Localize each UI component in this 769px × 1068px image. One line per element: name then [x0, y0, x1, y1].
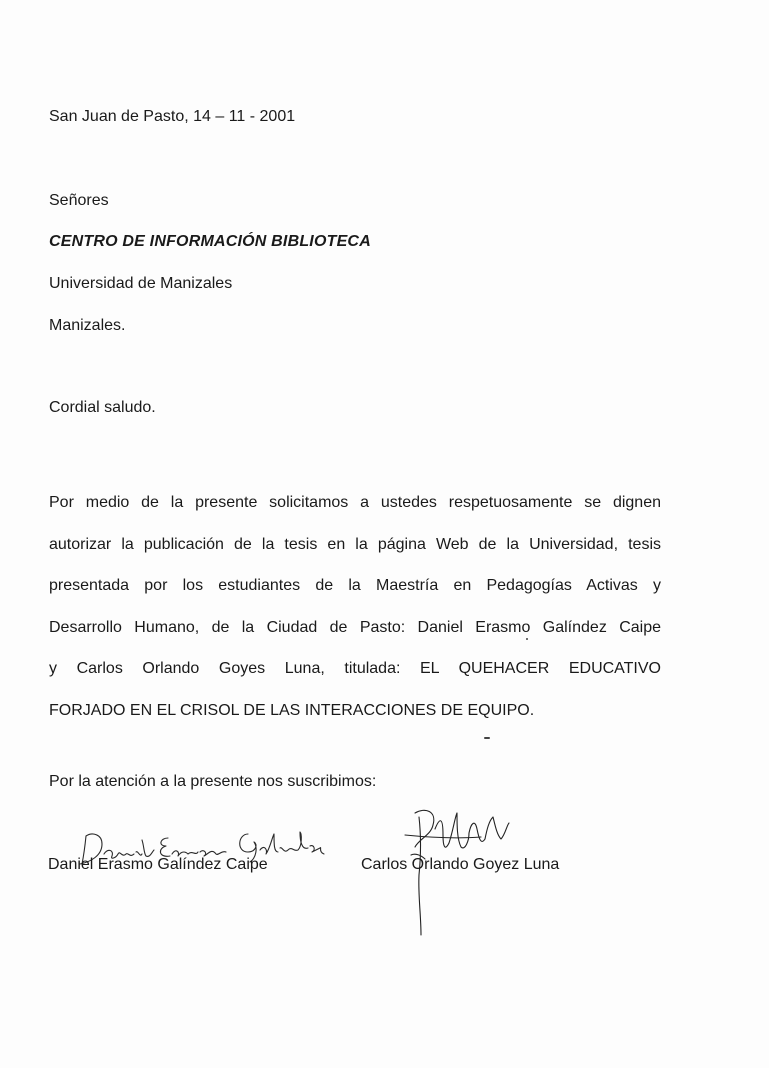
salutation: Cordial saludo. — [49, 399, 156, 416]
scan-speck — [526, 638, 528, 640]
recipient-organization: CENTRO DE INFORMACIÓN BIBLIOTECA — [49, 233, 371, 250]
greeting-to: Señores — [49, 192, 109, 209]
scan-speck — [484, 737, 490, 739]
signatory-name-carlos: Carlos Orlando Goyez Luna — [361, 856, 560, 873]
recipient-city: Manizales. — [49, 317, 126, 334]
body-line: Desarrollo Humano, de la Ciudad de Pasto: Daniel Erasmo Galíndez Caipe — [49, 618, 661, 636]
body-line: presentada por los estudiantes de la Maestría en Pedagogías Activas y — [49, 577, 661, 594]
closing-line: Por la atención a la presente nos suscribimos: — [49, 773, 377, 790]
body-line: Por medio de la presente solicitamos a ustedes respetuosamente se dignen — [49, 494, 661, 511]
recipient-university: Universidad de Manizales — [49, 275, 233, 292]
signatory-name-daniel: Daniel Erasmo Galíndez Caipe — [48, 856, 268, 873]
body-line: autorizar la publicación de la tesis en la página Web de la Universidad, tesis — [49, 535, 661, 553]
body-line: y Carlos Orlando Goyes Luna, titulada: EL QUEHACER EDUCATIVO — [49, 660, 661, 677]
body-paragraph — [49, 482, 661, 731]
body-line: FORJADO EN EL CRISOL DE LAS INTERACCIONES DE EQUIPO. — [49, 701, 535, 719]
date-line: San Juan de Pasto, 14 – 11 - 2001 — [49, 108, 296, 125]
